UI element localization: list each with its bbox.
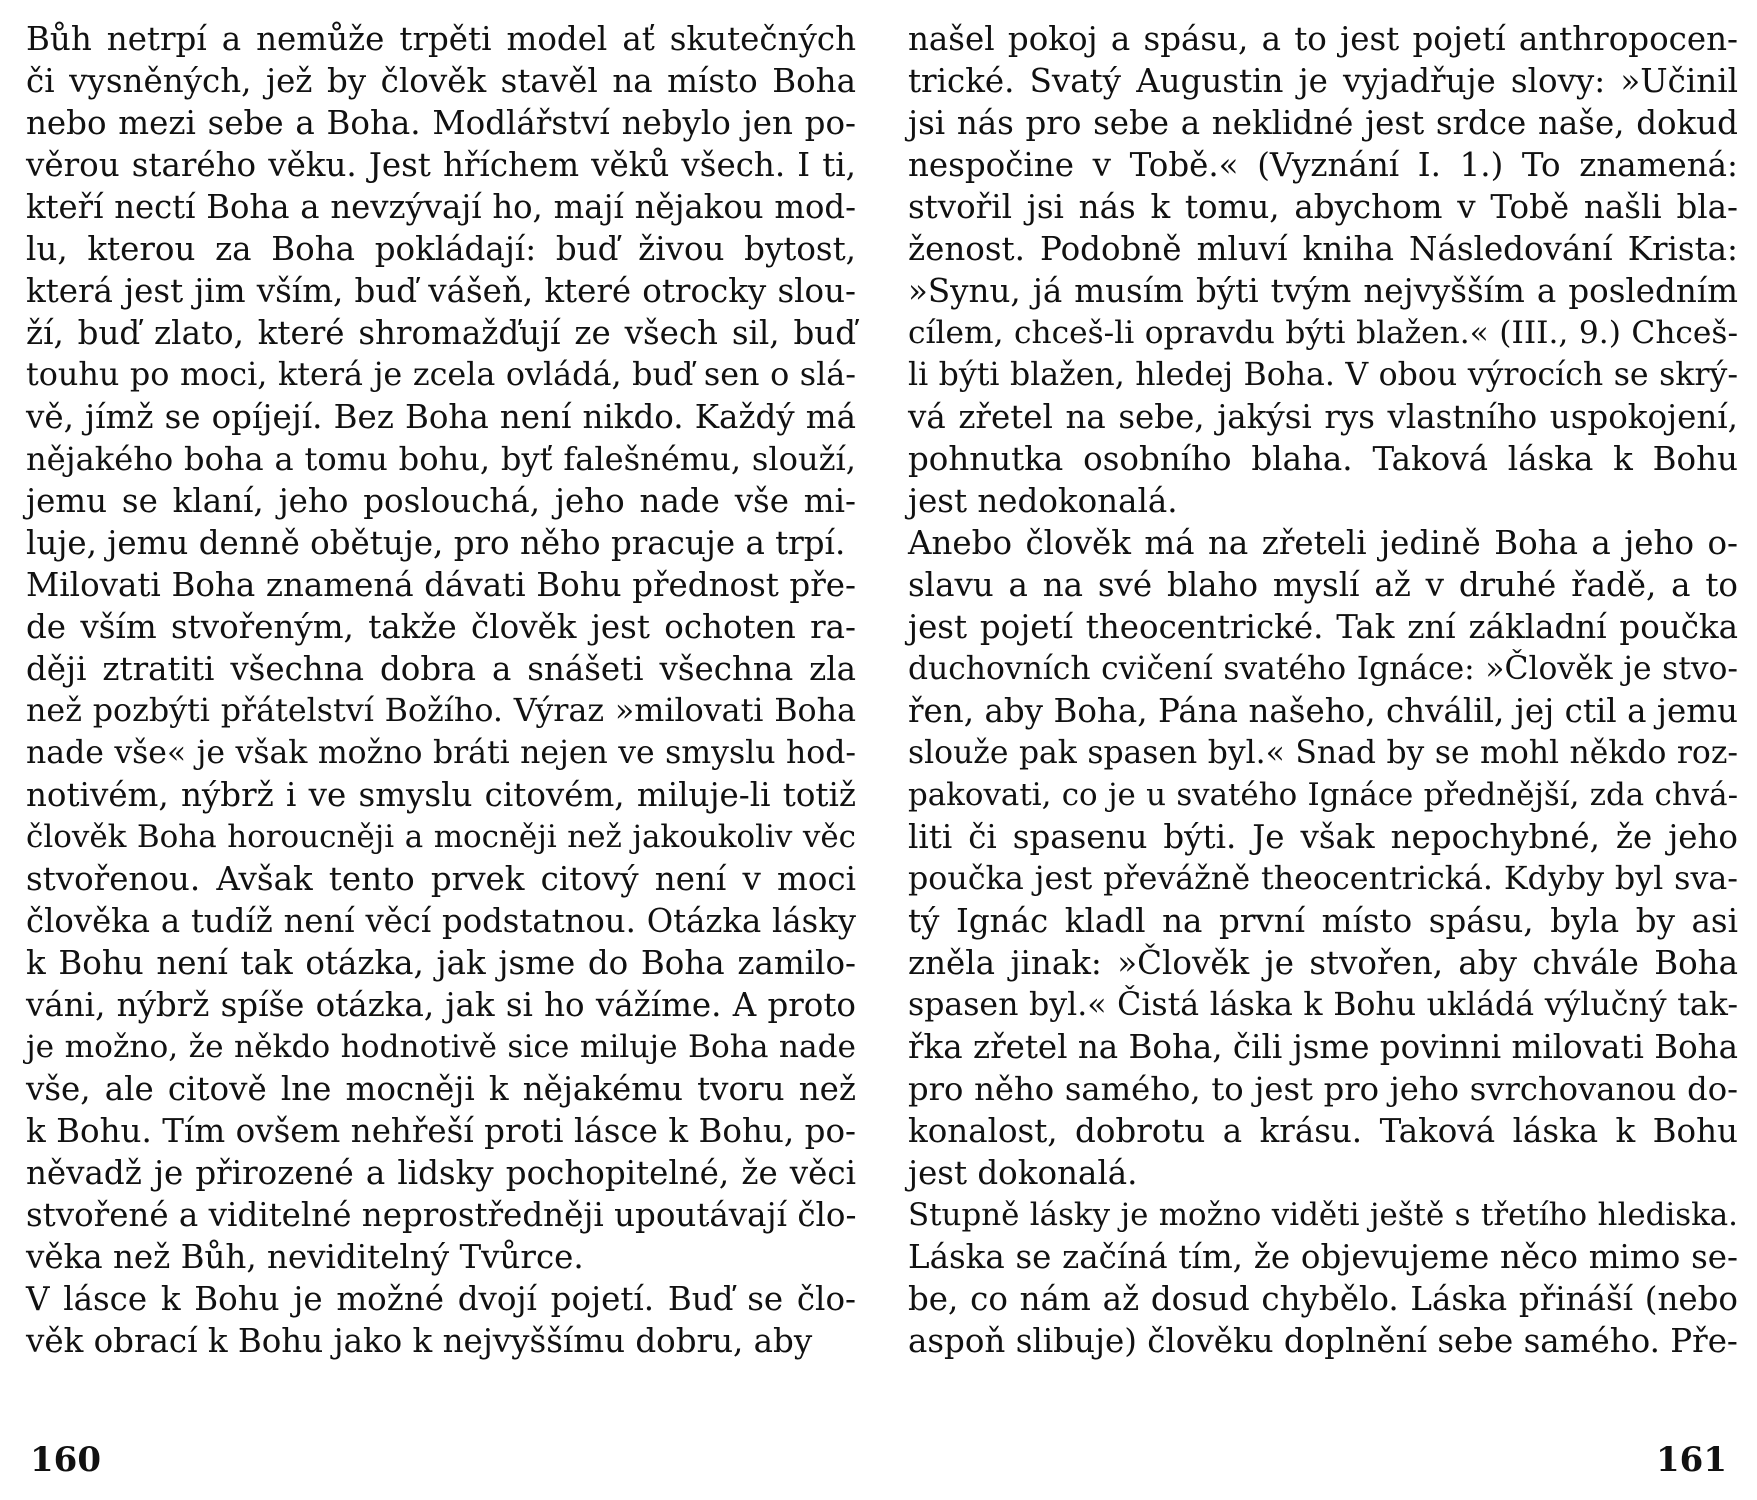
text-line: jest pojetí theocentrické. Tak zní základní poučka [908,608,1738,646]
left-page-text [26,18,856,1362]
text-line: která jest jim vším, buď vášeň, které otrocky slou- [26,272,856,310]
text-line: kteří nectí Boha a nevzývají ho, mají nějakou mod- [26,188,856,226]
text-line: či vysněných, jež by člověk stavěl na místo Boha [26,62,856,100]
text-line: duchovních cvičení svatého Ignáce: »Člověk je stvo- [908,651,1738,687]
text-line: tý Ignác kladl na první místo spásu, byla by asi [908,902,1738,940]
text-line: k Bohu není tak otázka, jak jsme do Boha zamilo- [26,944,856,982]
text-line: notivém, nýbrž i ve smyslu citovém, miluje-li totiž [26,776,856,814]
text-line: ží, buď zlato, které shromažďují ze všech sil, buď [26,314,856,352]
text-line: našel pokoj a spásu, a to jest pojetí anthropocen- [908,20,1738,58]
text-line: konalost, dobrotu a krásu. Taková láska k Bohu [908,1112,1738,1150]
text-line: de vším stvořeným, takže člověk jest ochoten ra- [26,608,856,646]
text-line: trické. Svatý Augustin je vyjadřuje slovy: »Učinil [908,62,1738,100]
text-line: spasen byl.« Čistá láska k Bohu ukládá výlučný tak- [908,987,1738,1023]
right-page-number: 161 [1656,1440,1727,1480]
text-line: nespočine v Tobě.« (Vyznání I. 1.) To znamená: [908,146,1738,184]
text-line: jemu se klaní, jeho poslouchá, jeho nade vše mi- [26,482,856,520]
text-line: aspoň slibuje) člověku doplnění sebe samého. Pře- [908,1322,1738,1360]
right-page-text [908,18,1738,1362]
text-line: stvořenou. Avšak tento prvek citový není v moci [26,860,856,898]
text-line: V lásce k Bohu je možné dvojí pojetí. Buď se člo- [26,1280,856,1318]
text-line: be, co nám až dosud chybělo. Láska přináší (nebo [908,1280,1738,1318]
text-line: Láska se začíná tím, že objevujeme něco mimo se- [908,1238,1738,1276]
text-line: ději ztratiti všechna dobra a snášeti všechna zla [26,650,856,688]
text-line: stvořené a viditelné neprostředněji upoutávají člo- [26,1196,857,1234]
text-line: vá zřetel na sebe, jakýsi rys vlastního uspokojení, [908,398,1738,436]
text-line: pro něho samého, to jest pro jeho svrchovanou do- [908,1070,1738,1108]
text-line: jest dokonalá. [908,1154,1138,1192]
text-line: touhu po moci, která je zcela ovládá, buď sen o slá- [26,356,856,393]
text-line: liti či spasenu býti. Je však nepochybné, že jeho [908,818,1738,856]
text-line: řen, aby Boha, Pána našeho, chválil, jej ctil a jemu [908,692,1738,730]
text-line: Bůh netrpí a nemůže trpěti model ať skutečných [26,20,856,58]
text-line: nade vše« je však možno bráti nejen ve smyslu hod- [26,735,856,771]
text-line: lu, kterou za Boha pokládají: buď živou bytost, [26,230,856,268]
text-line: Milovati Boha znamená dávati Bohu přednost pře- [26,566,856,604]
text-line: jsi nás pro sebe a neklidné jest srdce naše, dokud [908,104,1738,142]
text-line: Stupně lásky je možno viděti ještě s třetího hlediska. [908,1197,1738,1233]
text-line: pohnutka osobního blaha. Taková láska k Bohu [908,440,1738,478]
text-line: věka než Bůh, neviditelný Tvůrce. [26,1238,584,1276]
text-line: li býti blažen, hledej Boha. V obou výrocích se skrý- [908,357,1738,393]
text-line: jest nedokonalá. [908,482,1178,520]
text-line: řka zřetel na Boha, čili jsme povinni milovati Boha [908,1028,1738,1066]
text-line: váni, nýbrž spíše otázka, jak si ho vážíme. A proto [26,986,856,1024]
text-line: poučka jest převážně theocentrická. Kdyby byl sva- [908,861,1738,897]
text-line: nějakého boha a tomu bohu, byť falešnému, slouží, [26,440,856,478]
text-line: luje, jemu denně obětuje, pro něho pracuje a trpí. [26,524,846,562]
text-line: stvořil jsi nás k tomu, abychom v Tobě našli bla- [908,188,1738,226]
text-line: »Synu, já musím býti tvým nejvyšším a posledním [908,272,1738,310]
text-line: zněla jinak: »Člověk je stvořen, aby chvále Boha [908,944,1738,982]
text-line: člověk Boha horoucněji a mocněji než jakoukoliv věc [26,819,856,855]
text-line: k Bohu. Tím ovšem nehřeší proti lásce k Bohu, po- [26,1112,856,1150]
text-line: je možno, že někdo hodnotivě sice miluje Boha nade [26,1029,856,1065]
text-line: slavu a na své blaho myslí až v druhé řadě, a to [908,566,1738,604]
text-line: pakovati, co je u svatého Ignáce přednější, zda chvá- [908,777,1738,813]
text-line: slouže pak spasen byl.« Snad by se mohl někdo roz- [908,735,1738,771]
text-line: vě, jímž se opíjejí. Bez Boha není nikdo. Každý má [26,398,856,436]
text-line: vše, ale citově lne mocněji k nějakému tvoru než [26,1070,856,1108]
text-line: člověka a tudíž není věcí podstatnou. Otázka lásky [26,902,856,940]
left-page-number: 160 [30,1440,101,1480]
text-line: cílem, chceš-li opravdu býti blažen.« (III., 9.) Chceš- [908,315,1738,351]
text-line: nebo mezi sebe a Boha. Modlářství nebylo jen po- [26,104,856,142]
text-line: než pozbýti přátelství Božího. Výraz »milovati Boha [26,693,856,729]
text-line: Anebo člověk má na zřeteli jedině Boha a jeho o- [908,524,1738,562]
text-line: něvadž je přirozené a lidsky pochopitelné, že věci [26,1154,856,1192]
text-line: věrou starého věku. Jest hříchem věků všech. I ti, [26,146,856,184]
text-line: věk obrací k Bohu jako k nejvyššímu dobru, aby [26,1322,813,1360]
text-line: ženost. Podobně mluví kniha Následování Krista: [908,230,1738,268]
